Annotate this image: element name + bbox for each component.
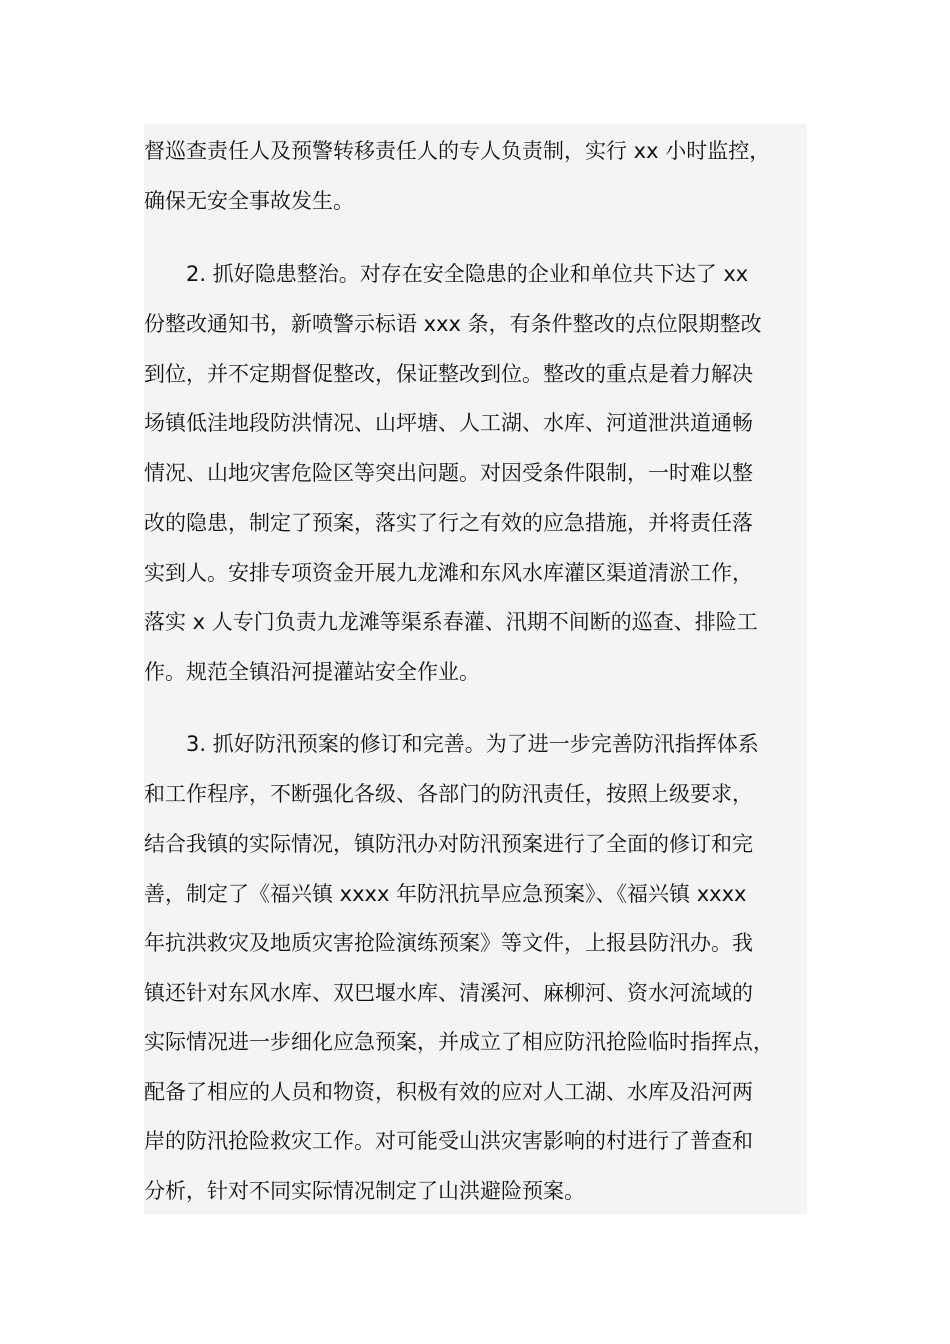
text-line: 善，制定了《福兴镇 xxxx 年防汛抗旱应急预案》、《福兴镇 xxxx	[144, 882, 747, 906]
text-line: 改的隐患，制定了预案，落实了行之有效的应急措施，并将责任落	[144, 511, 753, 535]
text-line: 落实 x 人专门负责九龙滩等渠系春灌、汛期不间断的巡查、排险工	[144, 610, 758, 634]
text-line: 督巡查责任人及预警转移责任人的专人负责制，实行 xx 小时监控，	[144, 139, 771, 163]
text-line: 分析，针对不同实际情况制定了山洪避险预案。	[144, 1179, 585, 1203]
text-line: 岸的防汛抢险救灾工作。对可能受山洪灾害影响的村进行了普查和	[144, 1129, 753, 1153]
text-line: 确保无安全事故发生。	[144, 189, 354, 213]
text-line: 情况、山地灾害危险区等突出问题。对因受条件限制，一时难以整	[144, 461, 753, 485]
text-line: 场镇低洼地段防洪情况、山坪塘、人工湖、水库、河道泄洪道通畅	[144, 411, 753, 435]
text-line: 和工作程序，不断强化各级、各部门的防汛责任，按照上级要求，	[144, 782, 753, 806]
text-line: 年抗洪救灾及地质灾害抢险演练预案》等文件，上报县防汛办。我	[144, 931, 753, 955]
text-line: 实际情况进一步细化应急预案，并成立了相应防汛抢险临时指挥点，	[144, 1030, 774, 1054]
text-line: 2. 抓好隐患整治。对存在安全隐患的企业和单位共下达了 xx	[186, 262, 749, 286]
text-line: 镇还针对东风水库、双巴堰水库、清溪河、麻柳河、资水河流域的	[144, 981, 753, 1005]
text-line: 结合我镇的实际情况，镇防汛办对防汛预案进行了全面的修订和完	[144, 832, 753, 856]
text-line: 配备了相应的人员和物资，积极有效的应对人工湖、水库及沿河两	[144, 1080, 753, 1104]
text-line: 作。规范全镇沿河提灌站安全作业。	[144, 660, 480, 684]
text-line: 实到人。安排专项资金开展九龙滩和东风水库灌区渠道清淤工作，	[144, 561, 753, 585]
text-line: 到位，并不定期督促整改，保证整改到位。整改的重点是着力解决	[144, 362, 753, 386]
text-line: 份整改通知书，新喷警示标语 xxx 条，有条件整改的点位限期整改	[144, 312, 762, 336]
text-line: 3. 抓好防汛预案的修订和完善。为了进一步完善防汛指挥体系	[186, 732, 759, 756]
